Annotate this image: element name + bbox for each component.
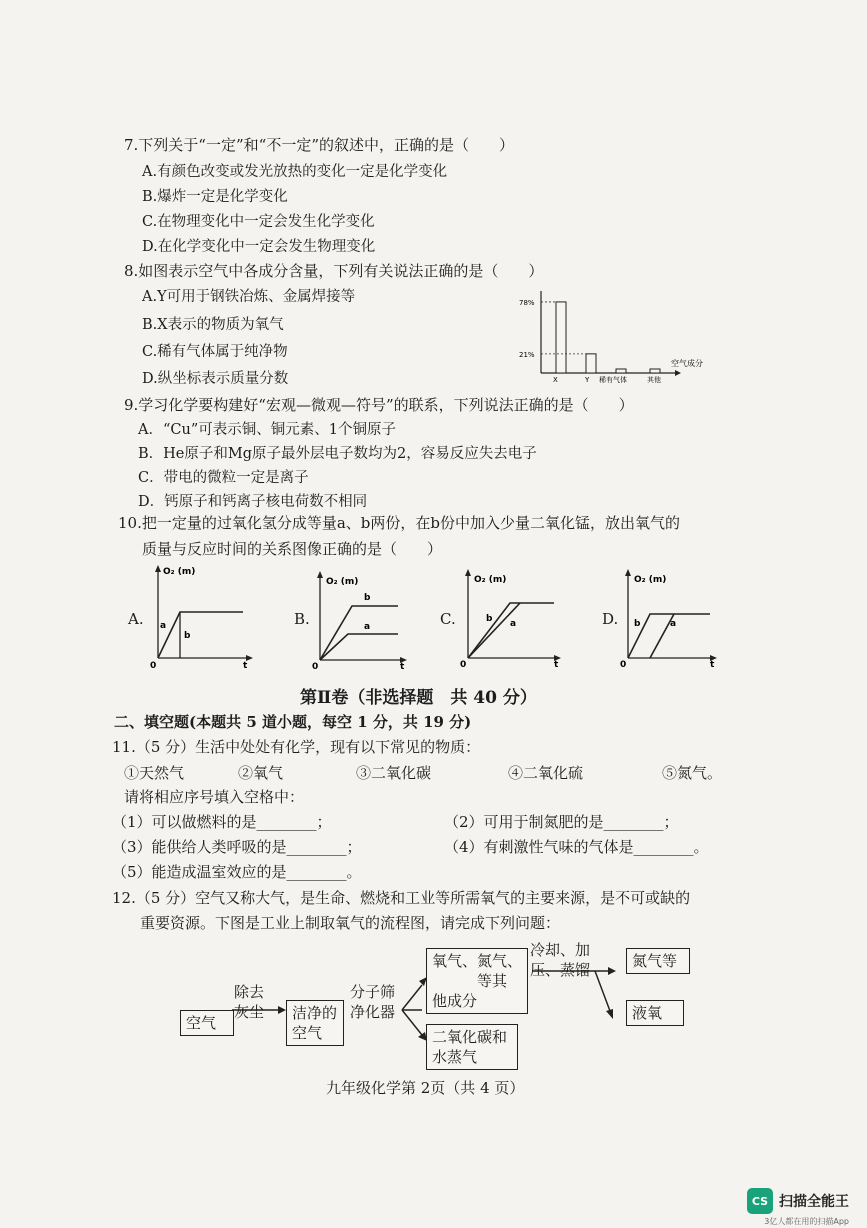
bar-0 xyxy=(556,302,566,373)
graph-d xyxy=(620,566,724,670)
flow-co2-water-box: 二氧化碳和 水蒸气 xyxy=(426,1024,518,1070)
svg-text:b: b xyxy=(634,619,641,629)
svg-text:a: a xyxy=(160,621,167,631)
q9-option-d: D．钙原子和钙离子核电荷数不相同 xyxy=(138,494,368,510)
q9-option-c: C．带电的微粒一定是离子 xyxy=(138,470,309,486)
svg-text:a: a xyxy=(364,622,371,632)
q11-substance-4: ④二氧化硫 xyxy=(508,764,584,782)
svg-text:a: a xyxy=(670,619,677,629)
q9-option-b: B．He原子和Mg原子最外层电子数均为2，容易反应失去电子 xyxy=(138,446,537,462)
svg-text:b: b xyxy=(184,631,191,641)
flow-step-remove-dust: 除去 灰尘 xyxy=(234,983,265,1021)
q11-substance-1: ①天然气 xyxy=(124,764,185,782)
x-axis-label: 空气成分 xyxy=(671,359,703,368)
flow-air-box: 空气 xyxy=(180,1010,234,1036)
svg-text:t: t xyxy=(243,661,248,670)
svg-text:0: 0 xyxy=(312,662,319,672)
svg-text:0: 0 xyxy=(460,660,467,670)
q9-option-a: A．“Cu”可表示铜、铜元素、1个铜原子 xyxy=(138,422,396,438)
svg-text:t: t xyxy=(710,660,715,670)
flow-nitrogen-box: 氮气等 xyxy=(626,948,690,974)
q11-blank-2: （2）可用于制氮肥的是________； xyxy=(444,813,679,831)
q7-option-b: B.爆炸一定是化学变化 xyxy=(142,189,288,205)
x-label-other: 其他 xyxy=(647,376,661,384)
flow-mixed-gas-box: 氧气、氮气、 等其 他成分 xyxy=(426,948,528,1014)
x-label-y: Y xyxy=(585,376,590,384)
svg-text:t: t xyxy=(400,662,405,672)
q10-stem-line2: 质量与反应时间的关系图像正确的是（ ） xyxy=(142,540,443,558)
q11-blank-3: （3）能供给人类呼吸的是________； xyxy=(112,838,362,856)
flow-liquid-oxygen-box: 液氧 xyxy=(626,1000,684,1026)
q7-option-d: D.在化学变化中一定会发生物理变化 xyxy=(142,239,376,255)
q11-substance-5: ⑤氮气。 xyxy=(662,764,723,782)
svg-text:O₂ (m): O₂ (m) xyxy=(474,575,507,585)
q12-stem-line1: 12.（5 分）空气又称大气，是生命、燃烧和工业等所需氧气的主要来源，是不可或缺的 xyxy=(112,889,691,907)
graph-b xyxy=(312,568,412,672)
graph-c xyxy=(458,566,566,670)
x-label-rare-gas: 稀有气体 xyxy=(599,376,627,384)
q7-option-a: A.有颜色改变或发光放热的变化一定是化学变化 xyxy=(142,164,448,180)
q11-substance-3: ③二氧化碳 xyxy=(356,764,432,782)
q11-substance-2: ②氧气 xyxy=(238,764,284,782)
scanner-watermark xyxy=(747,1188,849,1226)
page-footer: 九年级化学第 2页（共 4 页） xyxy=(326,1079,525,1097)
y-tick-label-21: 21% xyxy=(519,350,535,359)
graph-c-label: C. xyxy=(440,610,456,628)
bar-3 xyxy=(650,369,660,373)
graph-d-label: D. xyxy=(602,610,619,628)
svg-text:O₂ (m): O₂ (m) xyxy=(163,567,196,577)
svg-text:0: 0 xyxy=(620,660,627,670)
flow-step-molecular-sieve: 分子筛 净化器 xyxy=(350,983,396,1021)
q11-instruction: 请将相应序号填入空格中： xyxy=(124,788,305,806)
bar-1 xyxy=(586,354,596,373)
q11-stem: 11.（5 分）生活中处处有化学，现有以下常见的物质： xyxy=(112,738,481,756)
svg-text:t: t xyxy=(554,660,559,670)
svg-text:O₂ (m): O₂ (m) xyxy=(326,577,359,587)
svg-text:b: b xyxy=(364,593,371,603)
graph-a xyxy=(148,562,258,670)
q8-option-d: D.纵坐标表示质量分数 xyxy=(142,371,289,387)
q7-stem: 7.下列关于“一定”和“不一定”的叙述中，正确的是（ ） xyxy=(124,136,514,154)
graph-a-label: A. xyxy=(128,610,144,628)
q11-blank-4: （4）有刺激性气味的气体是________。 xyxy=(444,838,709,856)
flow-step-cool-compress-distill: 冷却、加 压、蒸馏 xyxy=(530,941,591,979)
watermark-subtitle: 3亿人都在用的扫描App xyxy=(764,1217,849,1226)
camscanner-logo-icon: CS xyxy=(747,1188,773,1214)
svg-text:0: 0 xyxy=(150,661,157,670)
watermark-name: 扫描全能王 xyxy=(779,1194,849,1210)
svg-text:b: b xyxy=(486,614,493,624)
y-tick-label-78: 78% xyxy=(519,298,535,307)
q8-option-a: A.Y可用于钢铁冶炼、金属焊接等 xyxy=(142,289,356,305)
bar-2 xyxy=(616,369,626,373)
flow-clean-air-box: 洁净的 空气 xyxy=(286,1000,344,1046)
q8-stem: 8.如图表示空气中各成分含量，下列有关说法正确的是（ ） xyxy=(124,262,544,280)
section-2-title: 第Ⅱ卷（非选择题 共 40 分） xyxy=(300,688,537,708)
svg-text:a: a xyxy=(510,619,517,629)
q9-stem: 9.学习化学要构建好“宏观—微观—符号”的联系，下列说法正确的是（ ） xyxy=(124,396,634,414)
x-label-x: X xyxy=(553,376,558,384)
q10-stem-line1: 10.把一定量的过氧化氢分成等量a、b两份，在b份中加入少量二氧化锰，放出氧气的 xyxy=(118,514,681,532)
graph-b-label: B. xyxy=(294,610,310,628)
air-composition-chart xyxy=(505,285,710,390)
q12-stem-line2: 重要资源。下图是工业上制取氧气的流程图，请完成下列问题： xyxy=(140,914,561,932)
fill-in-section-title: 二、填空题(本题共 5 道小题，每空 1 分，共 19 分) xyxy=(114,713,472,731)
q8-option-c: C.稀有气体属于纯净物 xyxy=(142,344,288,360)
q7-option-c: C.在物理变化中一定会发生化学变化 xyxy=(142,214,375,230)
svg-text:O₂ (m): O₂ (m) xyxy=(634,575,667,585)
q11-blank-1: （1）可以做燃料的是________； xyxy=(112,813,332,831)
chart-x-arrow xyxy=(675,370,681,376)
q11-blank-5: （5）能造成温室效应的是________。 xyxy=(112,863,362,881)
q8-option-b: B.X表示的物质为氧气 xyxy=(142,317,284,333)
